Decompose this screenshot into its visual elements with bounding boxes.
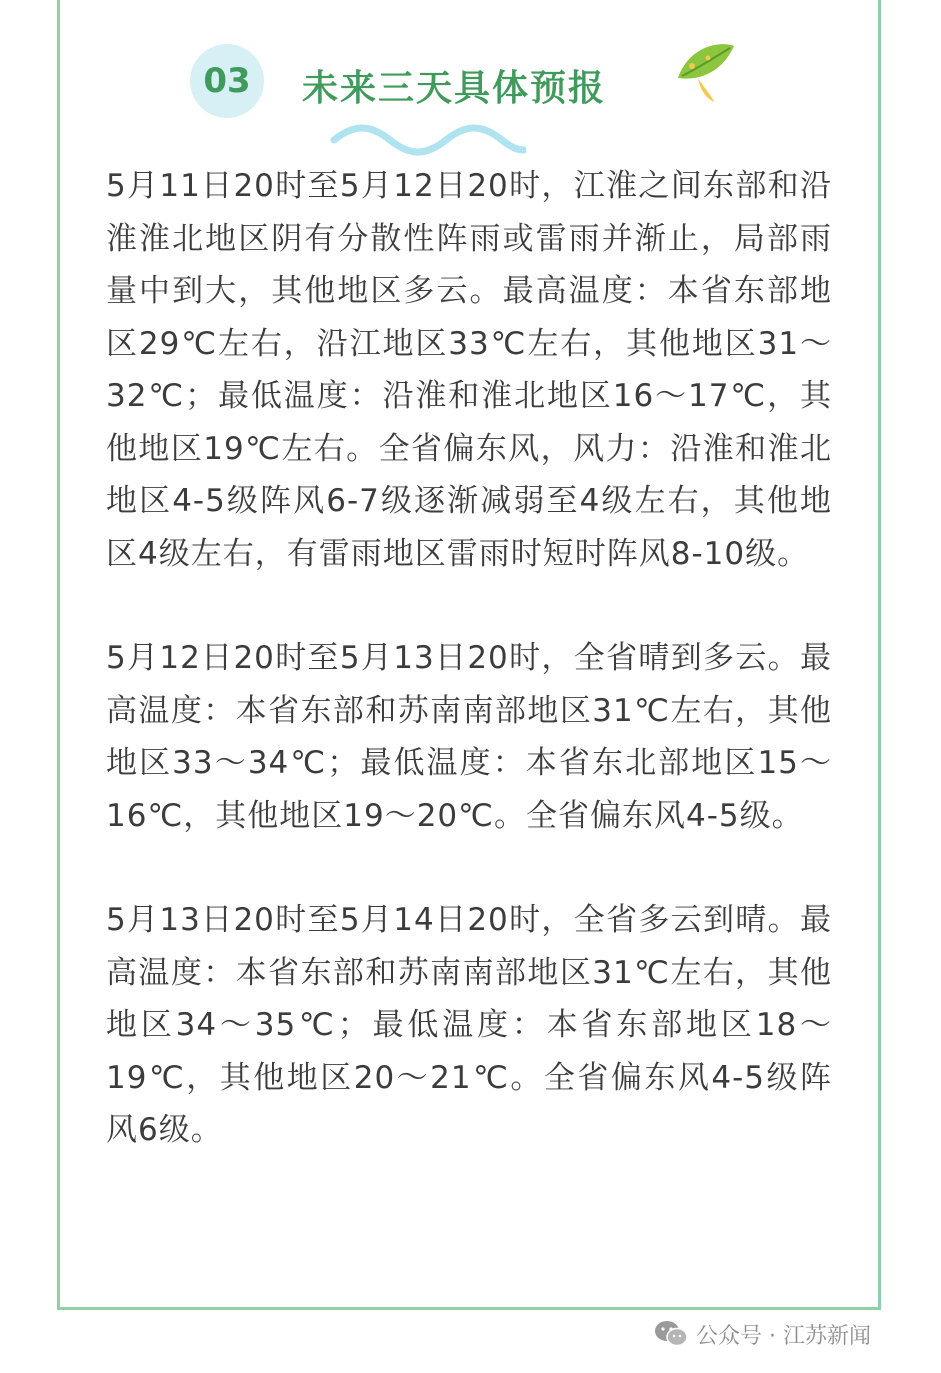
- forecast-paragraph-day2: 5月12日20时至5月13日20时，全省晴到多云。最高温度：本省东部和苏南南部地区31℃左右，其他地区33～34℃；最低温度：本省东北部地区15～16℃，其他地区19～20℃。全省偏东风4-5级。: [106, 640, 832, 834]
- leaf-decoration-icon: [668, 38, 740, 104]
- wave-decoration-icon: [330, 118, 526, 158]
- section-number-badge: 03: [190, 44, 264, 118]
- source-label: 公众号 · 江苏新闻: [696, 1323, 871, 1349]
- section-title: 未来三天具体预报: [302, 68, 607, 109]
- forecast-paragraph-day1: 5月11日20时至5月12日20时，江淮之间东部和沿淮淮北地区阴有分散性阵雨或雷雨并渐止，局部雨量中到大，其他地区多云。最高温度：本省东部地区29℃左右，沿江地区33℃左右，其他地区31～32℃；最低温度：沿淮和淮北地区16～17℃，其他地区19℃左右。全省偏东风，风力：沿淮和淮北地区4-5级阵风6-7级逐渐减弱至4级左右，其他地区4级左右，有雷雨地区雷雨时短时阵风8-10级。: [106, 168, 832, 572]
- forecast-content: [106, 160, 832, 1209]
- source-watermark: [654, 1318, 871, 1350]
- forecast-paragraph-day3: 5月13日20时至5月14日20时，全省多云到晴。最高温度：本省东部和苏南南部地区31℃左右，其他地区34～35℃；最低温度：本省东部地区18～19℃，其他地区20～21℃。全省偏东风4-5级阵风6级。: [106, 902, 832, 1148]
- wechat-icon: [654, 1320, 688, 1348]
